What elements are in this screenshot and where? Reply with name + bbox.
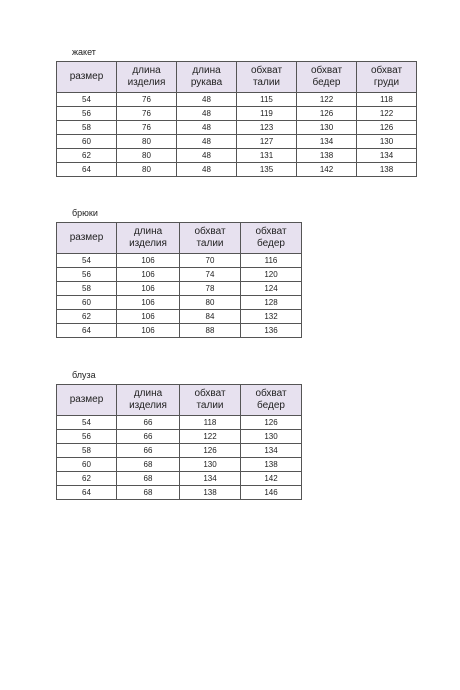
- column-header-line: длина: [132, 65, 161, 76]
- table-cell: 68: [117, 458, 180, 472]
- column-header: [177, 62, 237, 93]
- size-table-jacket: [56, 47, 417, 177]
- table-cell: 48: [177, 163, 237, 177]
- table-cell: 118: [180, 416, 241, 430]
- table-cell: 130: [357, 135, 417, 149]
- header-row: [57, 385, 302, 416]
- table-cell: 132: [241, 310, 302, 324]
- table-row: [57, 430, 302, 444]
- column-header-line: размер: [69, 71, 104, 82]
- table-cell: 138: [241, 458, 302, 472]
- column-header-line: бедер: [257, 400, 285, 411]
- table-cell: 130: [180, 458, 241, 472]
- table-cell: 64: [57, 163, 117, 177]
- table-cell: 54: [57, 416, 117, 430]
- table-row: [57, 149, 417, 163]
- table-cell: 130: [297, 121, 357, 135]
- column-header: [241, 385, 302, 416]
- table-cell: 60: [57, 296, 117, 310]
- table-cell: 118: [357, 93, 417, 107]
- table-cell: 80: [117, 163, 177, 177]
- table-cell: 78: [180, 282, 241, 296]
- column-header: [57, 223, 117, 254]
- column-header-line: обхват: [194, 388, 226, 399]
- column-header-line: груди: [373, 77, 400, 88]
- table-cell: 68: [117, 486, 180, 500]
- table-row: [57, 472, 302, 486]
- table-cell: 48: [177, 107, 237, 121]
- column-header: [57, 385, 117, 416]
- column-header-line: талии: [196, 238, 224, 249]
- table-cell: 126: [297, 107, 357, 121]
- table-cell: 60: [57, 458, 117, 472]
- table-cell: 62: [57, 472, 117, 486]
- table-cell: 134: [297, 135, 357, 149]
- size-table: [56, 384, 302, 500]
- table-cell: 64: [57, 486, 117, 500]
- table-row: [57, 268, 302, 282]
- table-cell: 70: [180, 254, 241, 268]
- table-cell: 126: [357, 121, 417, 135]
- table-cell: 54: [57, 93, 117, 107]
- size-table-blouse: [56, 370, 302, 500]
- column-header: [117, 385, 180, 416]
- column-header: [237, 62, 297, 93]
- table-cell: 76: [117, 107, 177, 121]
- column-header-line: изделия: [129, 400, 167, 411]
- column-header-line: изделия: [127, 77, 166, 88]
- table-cell: 58: [57, 444, 117, 458]
- table-cell: 56: [57, 268, 117, 282]
- column-header-line: обхват: [370, 65, 403, 76]
- header-row: [57, 62, 417, 93]
- table-row: [57, 458, 302, 472]
- table-cell: 123: [237, 121, 297, 135]
- table-cell: 106: [117, 324, 180, 338]
- table-caption: брюки: [72, 208, 98, 218]
- table-cell: 48: [177, 121, 237, 135]
- table-cell: 135: [237, 163, 297, 177]
- table-row: [57, 310, 302, 324]
- column-header-line: размер: [69, 394, 104, 405]
- table-cell: 122: [180, 430, 241, 444]
- size-table: [56, 222, 302, 338]
- column-header: [297, 62, 357, 93]
- column-header: [180, 223, 241, 254]
- column-header-line: обхват: [310, 65, 343, 76]
- column-header: [117, 223, 180, 254]
- table-cell: 127: [237, 135, 297, 149]
- column-header-line: размер: [69, 232, 104, 243]
- table-cell: 122: [297, 93, 357, 107]
- table-cell: 142: [297, 163, 357, 177]
- table-cell: 138: [357, 163, 417, 177]
- column-header: [180, 385, 241, 416]
- column-header-line: обхват: [194, 226, 226, 237]
- table-cell: 48: [177, 149, 237, 163]
- column-header-line: длина: [192, 65, 221, 76]
- column-header-line: рукава: [190, 77, 223, 88]
- table-cell: 66: [117, 444, 180, 458]
- column-header: [117, 62, 177, 93]
- table-cell: 128: [241, 296, 302, 310]
- table-cell: 106: [117, 268, 180, 282]
- table-cell: 76: [117, 121, 177, 135]
- table-cell: 76: [117, 93, 177, 107]
- table-cell: 56: [57, 107, 117, 121]
- column-header: [357, 62, 417, 93]
- column-header: [57, 62, 117, 93]
- table-row: [57, 282, 302, 296]
- table-cell: 138: [297, 149, 357, 163]
- table-row: [57, 444, 302, 458]
- header-row: [57, 223, 302, 254]
- table-cell: 120: [241, 268, 302, 282]
- table-cell: 68: [117, 472, 180, 486]
- table-cell: 134: [241, 444, 302, 458]
- table-row: [57, 416, 302, 430]
- table-cell: 130: [241, 430, 302, 444]
- column-header-line: бедер: [312, 77, 341, 88]
- column-header-line: талии: [196, 400, 224, 411]
- table-cell: 126: [180, 444, 241, 458]
- table-cell: 119: [237, 107, 297, 121]
- table-cell: 115: [237, 93, 297, 107]
- size-table: [56, 61, 417, 177]
- table-caption: жакет: [72, 47, 96, 57]
- table-cell: 134: [357, 149, 417, 163]
- table-cell: 106: [117, 310, 180, 324]
- table-cell: 106: [117, 296, 180, 310]
- column-header-line: длина: [133, 226, 163, 237]
- table-cell: 126: [241, 416, 302, 430]
- column-header: [241, 223, 302, 254]
- table-cell: 116: [241, 254, 302, 268]
- column-header-line: обхват: [255, 226, 287, 237]
- table-cell: 106: [117, 282, 180, 296]
- table-cell: 66: [117, 416, 180, 430]
- table-cell: 136: [241, 324, 302, 338]
- table-row: [57, 121, 417, 135]
- table-cell: 48: [177, 135, 237, 149]
- table-cell: 80: [117, 149, 177, 163]
- column-header-line: бедер: [257, 238, 285, 249]
- column-header-line: обхват: [250, 65, 283, 76]
- table-cell: 134: [180, 472, 241, 486]
- column-header-line: обхват: [255, 388, 287, 399]
- size-table-trousers: [56, 208, 302, 338]
- table-cell: 62: [57, 310, 117, 324]
- table-cell: 122: [357, 107, 417, 121]
- table-cell: 142: [241, 472, 302, 486]
- table-cell: 56: [57, 430, 117, 444]
- table-cell: 66: [117, 430, 180, 444]
- table-cell: 84: [180, 310, 241, 324]
- table-cell: 146: [241, 486, 302, 500]
- table-cell: 74: [180, 268, 241, 282]
- table-row: [57, 324, 302, 338]
- table-cell: 106: [117, 254, 180, 268]
- table-row: [57, 486, 302, 500]
- table-cell: 88: [180, 324, 241, 338]
- table-cell: 80: [117, 135, 177, 149]
- column-header-line: длина: [133, 388, 163, 399]
- table-caption: блуза: [72, 370, 96, 380]
- table-cell: 80: [180, 296, 241, 310]
- table-cell: 64: [57, 324, 117, 338]
- column-header-line: изделия: [129, 238, 167, 249]
- table-row: [57, 93, 417, 107]
- table-cell: 62: [57, 149, 117, 163]
- table-cell: 58: [57, 282, 117, 296]
- table-cell: 124: [241, 282, 302, 296]
- table-row: [57, 296, 302, 310]
- table-row: [57, 163, 417, 177]
- table-row: [57, 254, 302, 268]
- table-cell: 54: [57, 254, 117, 268]
- table-cell: 58: [57, 121, 117, 135]
- column-header-line: талии: [252, 77, 281, 88]
- table-cell: 131: [237, 149, 297, 163]
- table-row: [57, 135, 417, 149]
- table-row: [57, 107, 417, 121]
- table-cell: 138: [180, 486, 241, 500]
- table-cell: 48: [177, 93, 237, 107]
- table-cell: 60: [57, 135, 117, 149]
